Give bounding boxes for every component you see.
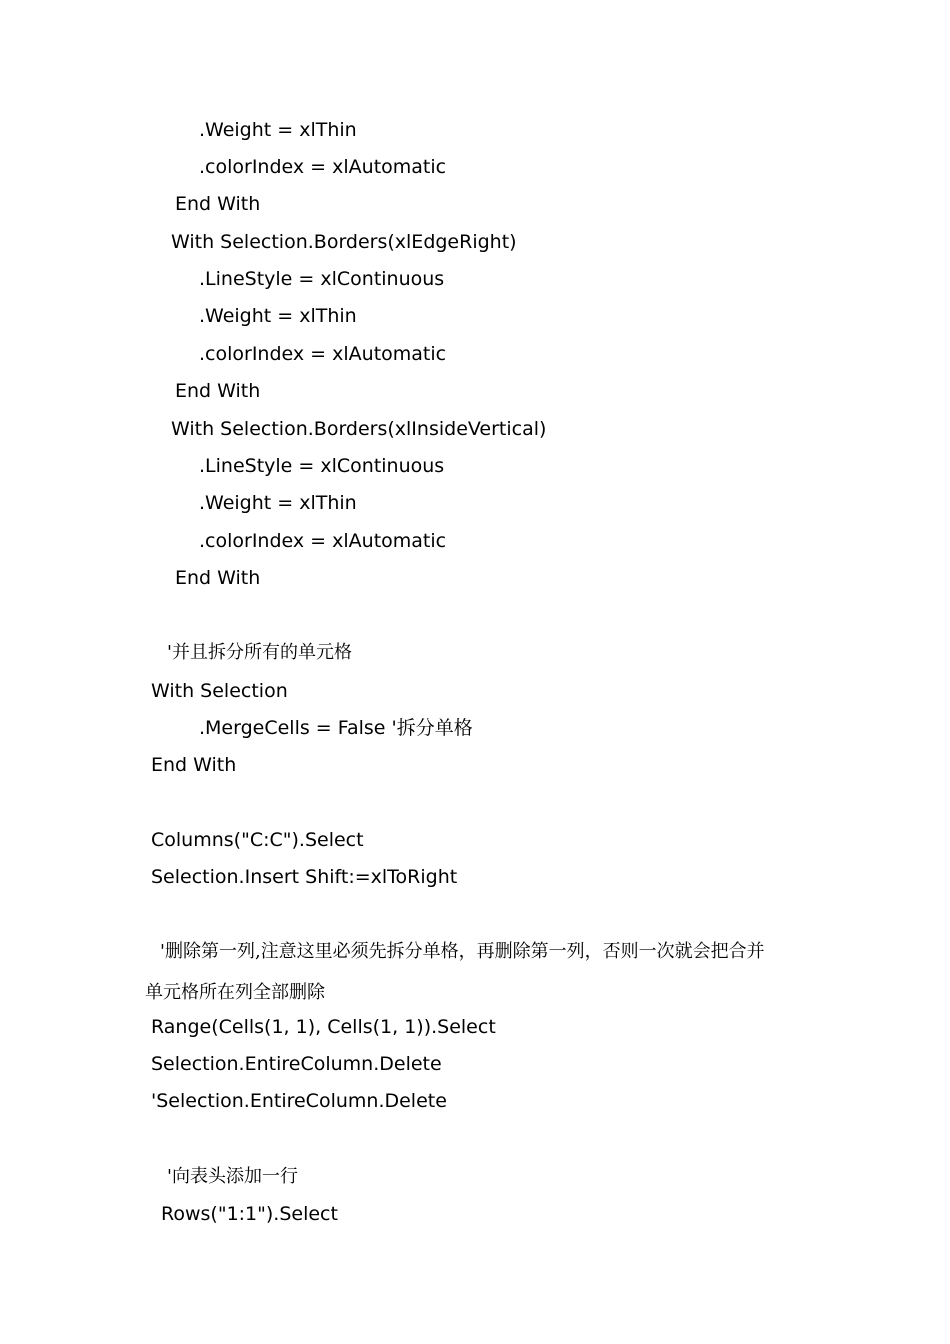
code-line: Rows("1:1").Select [161, 1203, 338, 1225]
code-line: .Weight = xlThin [199, 305, 357, 327]
code-line: .colorIndex = xlAutomatic [199, 530, 447, 552]
comment-line: '删除第一列,注意这里必须先拆分单格，再删除第一列，否则一次就会把合并 [160, 941, 765, 962]
code-line: Columns("C:C").Select [151, 829, 364, 851]
code-line: .Weight = xlThin [199, 492, 357, 514]
code-line: With Selection [151, 680, 288, 702]
code-line: With Selection.Borders(xlInsideVertical) [171, 418, 547, 440]
code-line: .LineStyle = xlContinuous [199, 455, 445, 477]
code-line: With Selection.Borders(xlEdgeRight) [171, 231, 517, 253]
code-line: End With [175, 193, 261, 215]
comment-line: '并且拆分所有的单元格 [167, 642, 352, 663]
code-line: Selection.Insert Shift:=xlToRight [151, 866, 458, 888]
comment-line: 单元格所在列全部删除 [145, 982, 325, 1003]
code-line: .colorIndex = xlAutomatic [199, 156, 447, 178]
code-line: 'Selection.EntireColumn.Delete [151, 1090, 447, 1112]
code-line: End With [175, 380, 261, 402]
code-line: .MergeCells = False '拆分单格 [199, 717, 473, 739]
code-line: Selection.EntireColumn.Delete [151, 1053, 442, 1075]
comment-line: '向表头添加一行 [167, 1166, 298, 1187]
code-line: .LineStyle = xlContinuous [199, 268, 445, 290]
code-line: Range(Cells(1, 1), Cells(1, 1)).Select [151, 1016, 496, 1038]
code-line: .Weight = xlThin [199, 119, 357, 141]
code-line: End With [151, 754, 237, 776]
code-line: .colorIndex = xlAutomatic [199, 343, 447, 365]
code-line: End With [175, 567, 261, 589]
